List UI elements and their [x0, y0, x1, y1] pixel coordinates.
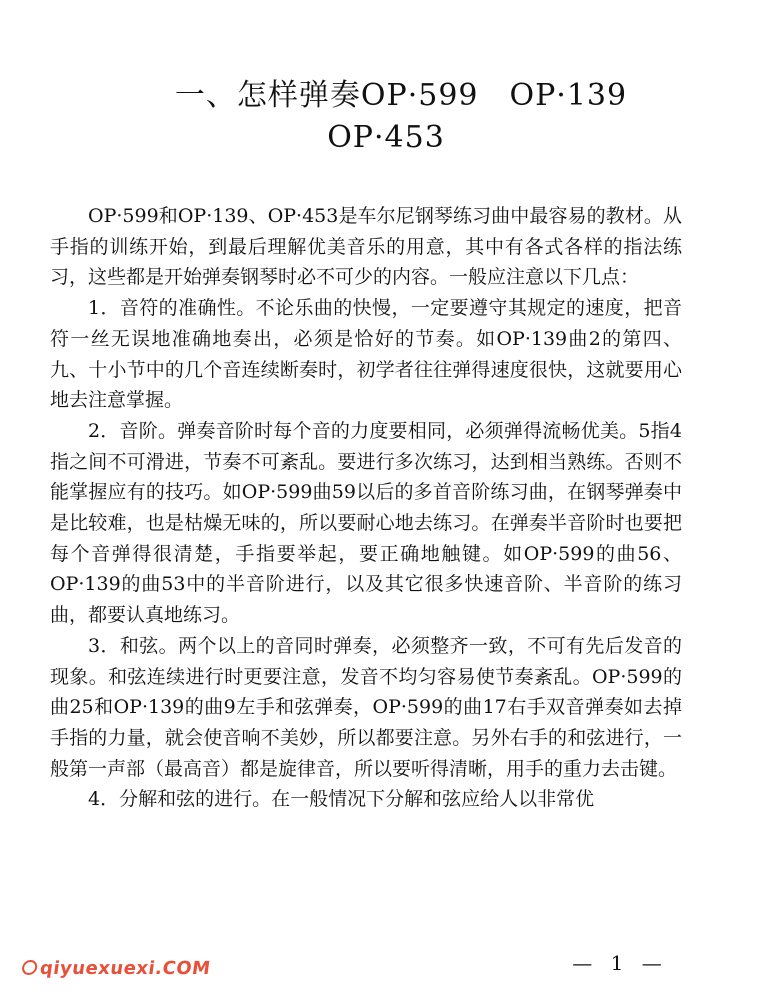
chapter-title-line-2: OP·453	[327, 120, 445, 155]
watermark-logo-icon	[21, 960, 38, 975]
page-number: — 1 —	[572, 951, 668, 975]
watermark-text: qiyuexuexi.COM	[38, 958, 212, 979]
site-watermark	[21, 958, 212, 979]
point-4-broken-chords-paragraph: 4．分解和弦的进行。在一般情况下分解和弦应给人以非常优	[88, 788, 595, 811]
intro-paragraph: OP·599和OP·139、OP·453是车尔尼钢琴练习曲中最容易的教材。从手指的训练开始，到最后理解优美音乐的用意，其中有各式各样的指法练习，这些都是开始弹奏钢琴时必不可少的内容。一般应注意以下几点：	[50, 205, 682, 289]
point-3-chords-paragraph: 3．和弦。两个以上的音同时弹奏，必须整齐一致，不可有先后发音的现象。和弦连续进行时更要注意，发音不均匀容易使节奏紊乱。OP·599的曲25和OP·139的曲9左手和弦弹奏，OP·599的曲17右手双音弹奏如去掉手指的力量，就会使音响不美妙，所以都要注意。另外右手的和弦进行，一般第一声部（最高音）都是旋律音，所以要听得清晰，用手的重力去击键。	[50, 634, 682, 780]
point-1-accuracy-paragraph: 1．音符的准确性。不论乐曲的快慢，一定要遵守其规定的速度，把音符一丝无误地准确地奏出，必须是恰好的节奏。如OP·139曲2的第四、九、十小节中的几个音连续断奏时，初学者往往弹得速度很快，这就要用心地去注意掌握。	[50, 297, 682, 412]
point-2-scales-paragraph: 2．音阶。弹奏音阶时每个音的力度要相同，必须弹得流畅优美。5指4指之间不可滑进，节奏不可紊乱。要进行多次练习，达到相当熟练。否则不能掌握应有的技巧。如OP·599曲59以后的多首音阶练习曲，在钢琴弹奏中是比较难，也是枯燥无味的，所以要耐心地去练习。在弹奏半音阶时也要把每个音弹得很清楚，手指要举起，要正确地触键。如OP·599的曲56、OP·139的曲53中的半音阶进行，以及其它很多快速音阶、半音阶的练习曲，都要认真地练习。	[50, 419, 682, 627]
chapter-title-line-1: 一、怎样弹奏OP·599 OP·139	[174, 78, 628, 113]
body-text	[50, 201, 682, 815]
